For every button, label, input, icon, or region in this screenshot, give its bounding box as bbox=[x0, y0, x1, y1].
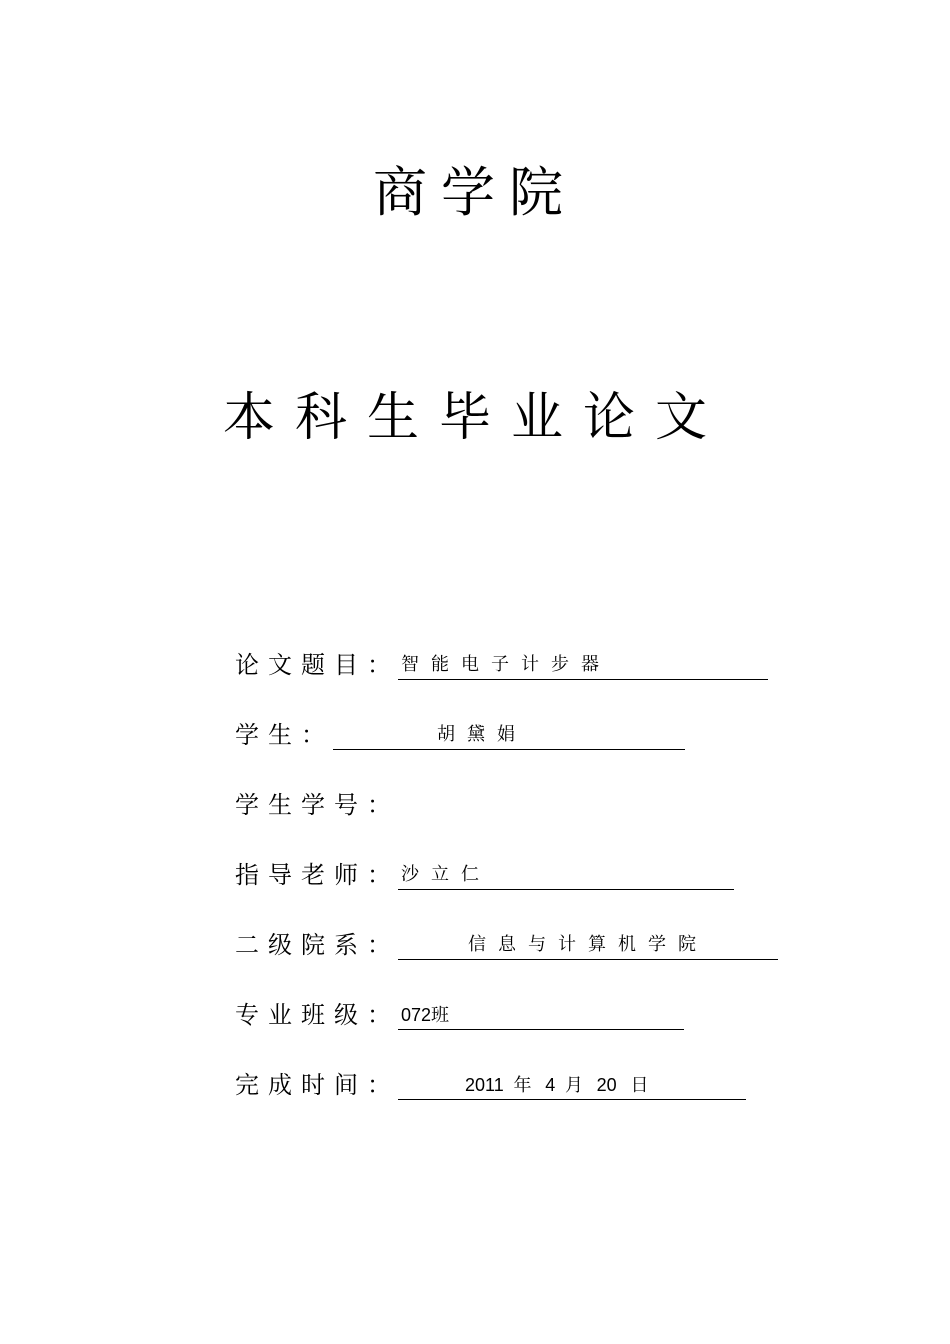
school-name: 商学院 bbox=[373, 161, 577, 224]
department-label: 二级院系： bbox=[235, 931, 400, 959]
class-value: 072班 bbox=[401, 1005, 450, 1025]
topic-label: 论文题目： bbox=[235, 651, 400, 679]
department-row bbox=[235, 925, 835, 995]
advisor-value: 沙立仁 bbox=[401, 864, 491, 885]
completion-year: 2011 bbox=[465, 1075, 504, 1095]
department-value: 信息与计算机学院 bbox=[468, 934, 708, 955]
topic-row bbox=[235, 645, 835, 715]
completion-day: 20 bbox=[596, 1075, 617, 1095]
student-id-row bbox=[235, 785, 835, 855]
student-row bbox=[235, 715, 835, 785]
advisor-label: 指导老师： bbox=[235, 861, 400, 889]
completion-month: 4 bbox=[545, 1075, 556, 1095]
completion-year-unit: 年 bbox=[513, 1075, 532, 1096]
student-value: 胡黛娟 bbox=[437, 724, 527, 745]
class-row bbox=[235, 995, 835, 1065]
student-id-label: 学生学号： bbox=[235, 791, 400, 819]
student-label: 学生： bbox=[235, 721, 334, 749]
completion-row bbox=[235, 1065, 835, 1135]
document-title: 本科生毕业论文 bbox=[222, 388, 727, 448]
cover-info-form bbox=[235, 645, 835, 1135]
topic-value: 智能电子计步器 bbox=[401, 654, 611, 675]
completion-day-unit: 日 bbox=[630, 1075, 649, 1096]
advisor-row bbox=[235, 855, 835, 925]
completion-date bbox=[465, 1074, 648, 1097]
completion-month-unit: 月 bbox=[564, 1075, 583, 1096]
completion-label: 完成时间： bbox=[235, 1071, 400, 1099]
class-label: 专业班级： bbox=[235, 1001, 400, 1029]
